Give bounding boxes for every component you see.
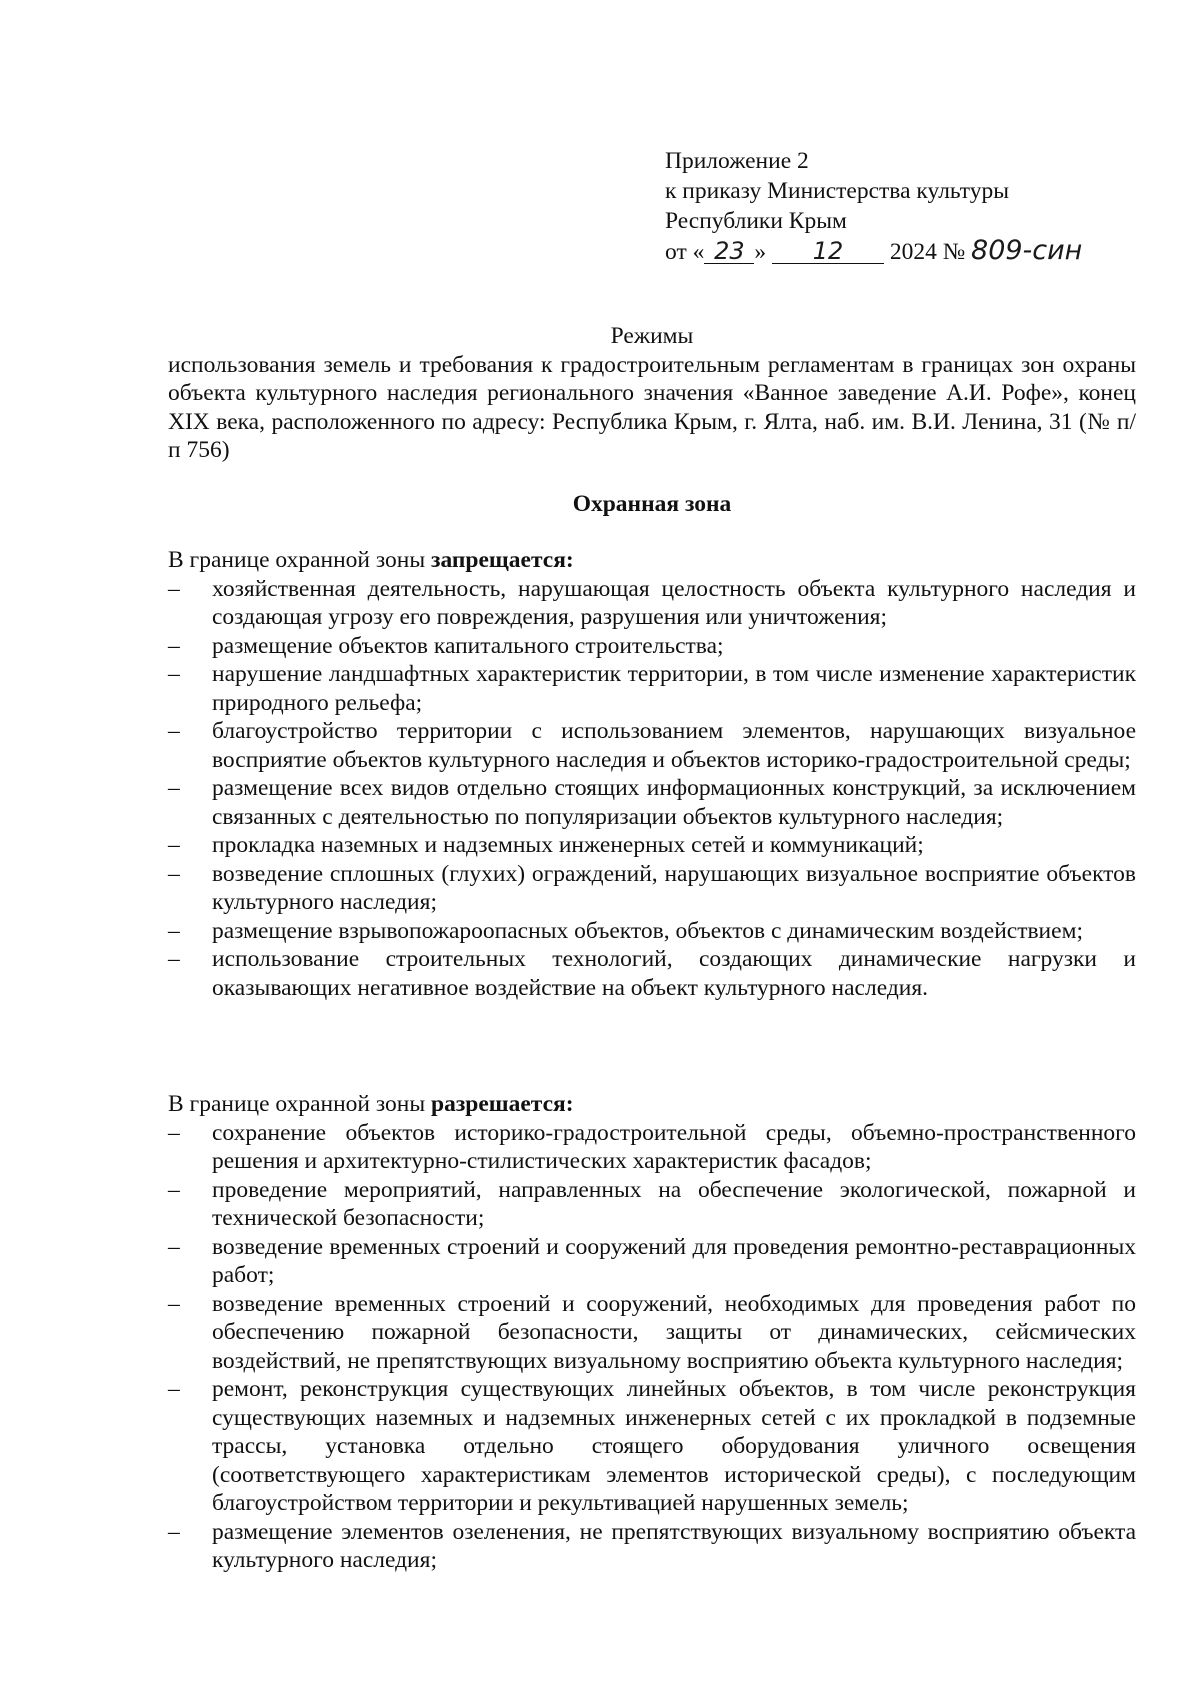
- allowed-section: [168, 1090, 1136, 1575]
- prohibited-lead: [168, 546, 1136, 575]
- list-item: – хозяйственная деятельность, нарушающая целостность объекта культурного наследия и создающая угрозу его повреждения, разрушения или уничтожения;: [168, 575, 1136, 632]
- list-item: – возведение временных строений и сооружений для проведения ремонтно-реставрационных работ;: [168, 1233, 1136, 1290]
- date-day: 23: [704, 239, 754, 264]
- appendix-republic: Республики Крым: [665, 208, 847, 234]
- allowed-lead-bold: разрешается:: [431, 1091, 574, 1117]
- list-item: – размещение всех видов отдельно стоящих информационных конструкций, за исключением связанных с деятельностью по популяризации объектов культурного наследия;: [168, 774, 1136, 831]
- date-prefix: от «: [665, 239, 705, 265]
- list-item: – использование строительных технологий, создающих динамические нагрузки и оказывающих негативное воздействие на объект культурного наследия.: [168, 945, 1136, 1002]
- list-item: – нарушение ландшафтных характеристик территории, в том числе изменение характеристик природного рельефа;: [168, 660, 1136, 717]
- allowed-lead-text: В границе охранной зоны: [168, 1091, 431, 1117]
- date-month: 12: [772, 239, 884, 264]
- zone-title: Охранная зона: [572, 491, 732, 517]
- document-title: [168, 322, 1136, 465]
- list-item: – возведение сплошных (глухих) ограждений, нарушающих визуальное восприятие объектов культурного наследия;: [168, 860, 1136, 917]
- list-item: – прокладка наземных и надземных инженерных сетей и коммуникаций;: [168, 831, 1136, 860]
- date-mid: »: [754, 239, 767, 265]
- list-item: – размещение элементов озеленения, не препятствующих визуальному восприятию объекта культурного наследия;: [168, 1518, 1136, 1575]
- appendix-date-line: [665, 236, 1165, 267]
- allowed-list: [168, 1119, 1136, 1575]
- list-item: – благоустройство территории с использованием элементов, нарушающих визуальное восприятие объектов культурного наследия и объектов историко-градостроительной среды;: [168, 717, 1136, 774]
- list-item: – возведение временных строений и сооружений, необходимых для проведения работ по обеспечению пожарной безопасности, защиты от динамических, сейсмических воздействий, не препятствующих визуальному восприятию объекта культурного наследия;: [168, 1290, 1136, 1376]
- prohibited-list: [168, 575, 1136, 1003]
- appendix-header: [665, 146, 1165, 267]
- allowed-lead: [168, 1090, 1136, 1119]
- list-item: – размещение объектов капитального строительства;: [168, 632, 1136, 661]
- appendix-order-ref: к приказу Министерства культуры: [665, 178, 1009, 204]
- title-body: использования земель и требования к градостроительным регламентам в границах зон охраны объекта культурного наследия регионального значения «Ванное заведение А.И. Рофе», конец XIX века, расположенного по адресу: Республика Крым, г. Ялта, наб. им. В.И. Ленина, 31 (№ п/п 756): [168, 351, 1136, 463]
- prohibited-lead-text: В границе охранной зоны: [168, 547, 431, 573]
- list-item: – ремонт, реконструкция существующих линейных объектов, в том числе реконструкция существующих наземных и надземных инженерных сетей с их прокладкой в подземные трассы, установка отдельно стоящего оборудования уличного освещения (соответствующего характеристикам элементов исторической среды), с последующим благоустройством территории и рекультивацией нарушенных земель;: [168, 1375, 1136, 1518]
- list-item: – размещение взрывопожароопасных объектов, объектов с динамическим воздействием;: [168, 917, 1136, 946]
- prohibited-lead-bold: запрещается:: [431, 547, 574, 573]
- date-year-no: 2024 №: [889, 239, 966, 265]
- list-item: – сохранение объектов историко-градостроительной среды, объемно-пространственного решения и архитектурно-стилистических характеристик фасадов;: [168, 1119, 1136, 1176]
- appendix-number: Приложение 2: [665, 148, 809, 174]
- list-item: – проведение мероприятий, направленных на обеспечение экологической, пожарной и технической безопасности;: [168, 1176, 1136, 1233]
- order-number: 809-син: [971, 235, 1083, 266]
- title-heading: Режимы: [610, 323, 694, 349]
- prohibited-section: [168, 546, 1136, 1002]
